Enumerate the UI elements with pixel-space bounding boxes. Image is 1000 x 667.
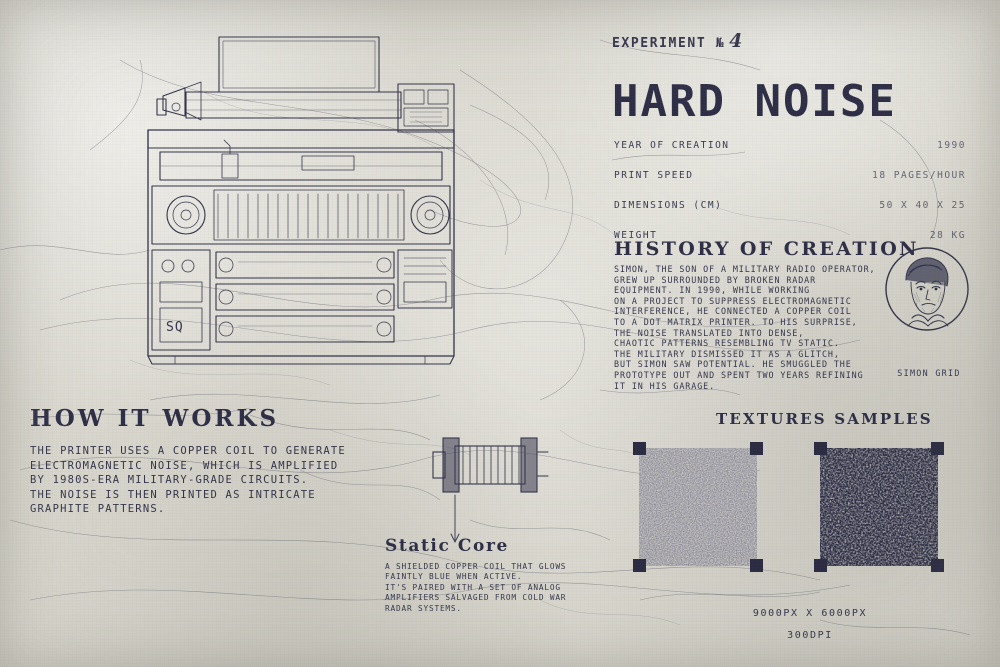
static-core-title: Static Core bbox=[385, 536, 509, 556]
static-core-line: RADAR SYSTEMS. bbox=[385, 603, 462, 613]
portrait-caption: SIMON GRID bbox=[897, 368, 961, 378]
crop-mark-corner bbox=[750, 442, 763, 455]
spec-value: 50 X 40 X 25 bbox=[879, 200, 966, 211]
static-core-line: IT'S PAIRED WITH A SET OF ANALOG bbox=[385, 582, 561, 592]
texture-swatch-light bbox=[639, 448, 757, 566]
spec-row bbox=[614, 170, 966, 181]
static-core-line: FAINTLY BLUE WHEN ACTIVE. bbox=[385, 572, 523, 582]
static-core-body bbox=[385, 562, 615, 614]
texture-resolution-caption: 9000PX X 6000PX bbox=[752, 608, 868, 619]
history-line: PROTOTYPE OUT AND SPENT TWO YEARS REFINING bbox=[614, 369, 864, 380]
experiment-header bbox=[612, 30, 744, 52]
history-line: SIMON, THE SON OF A MILITARY RADIO OPERATOR, bbox=[614, 264, 876, 274]
static-core-line: AMPLIFIERS SALVAGED FROM COLD WAR bbox=[385, 593, 567, 603]
how-it-works-line: GRAPHITE PATTERNS. bbox=[30, 503, 166, 516]
history-line: CHAOTIC PATTERNS RESEMBLING TV STATIC. bbox=[614, 338, 840, 349]
spec-label: YEAR OF CREATION bbox=[614, 140, 730, 151]
crop-mark-corner bbox=[931, 559, 944, 572]
experiment-number: 4 bbox=[729, 30, 744, 52]
svg-text:SQ: SQ bbox=[166, 320, 184, 335]
crop-mark-corner bbox=[633, 442, 646, 455]
crop-mark-corner bbox=[931, 442, 944, 455]
crop-mark-corner bbox=[814, 442, 827, 455]
history-line: BUT SIMON SAW POTENTIAL. HE SMUGGLED THE bbox=[614, 359, 852, 370]
spec-value: 28 KG bbox=[929, 230, 966, 241]
how-it-works-line: THE PRINTER USES A COPPER COIL TO GENERATE bbox=[30, 445, 346, 457]
how-it-works-title: HOW IT WORKS bbox=[30, 405, 280, 432]
history-body bbox=[614, 264, 882, 391]
crop-mark-corner bbox=[814, 559, 827, 572]
crop-mark-corner bbox=[750, 559, 763, 572]
history-line: THE NOISE TRANSLATED INTO DENSE, bbox=[614, 327, 805, 338]
history-line: TO A DOT MATRIX PRINTER. TO HIS SURPRISE, bbox=[614, 316, 858, 327]
how-it-works-line: ELECTROMAGNETIC NOISE, WHICH IS AMPLIFIED bbox=[30, 459, 339, 472]
texture-swatch-dark bbox=[820, 448, 938, 566]
history-line: ON A PROJECT TO SUPPRESS ELECTROMAGNETIC bbox=[614, 295, 852, 306]
static-core-line: A SHIELDED COPPER COIL THAT GLOWS bbox=[385, 562, 567, 571]
spec-value: 18 PAGES/HOUR bbox=[872, 170, 966, 181]
crop-mark-corner bbox=[633, 559, 646, 572]
history-line: IT IN HIS GARAGE. bbox=[614, 380, 716, 391]
texture-dpi-caption: 300DPI bbox=[787, 630, 833, 641]
how-it-works-line: BY 1980S-ERA MILITARY-GRADE CIRCUITS. bbox=[30, 474, 309, 487]
spec-label: PRINT SPEED bbox=[614, 170, 694, 181]
experiment-label: EXPERIMENT № bbox=[612, 36, 726, 51]
history-title: HISTORY OF CREATION bbox=[614, 238, 919, 260]
textures-title: TEXTURES SAMPLES bbox=[716, 410, 933, 428]
page-title: HARD NOISE bbox=[612, 76, 897, 127]
history-line: EQUIPMENT. IN 1990, WHILE WORKING bbox=[614, 285, 811, 296]
spec-label: WEIGHT bbox=[614, 230, 658, 241]
portrait-avatar bbox=[884, 246, 970, 332]
history-line: THE MILITARY DISMISSED IT AS A GLITCH, bbox=[614, 348, 840, 359]
spec-value: 1990 bbox=[937, 140, 966, 151]
spec-row bbox=[614, 140, 966, 151]
how-it-works-line: THE NOISE IS THEN PRINTED AS INTRICATE bbox=[30, 488, 316, 501]
history-line: INTERFERENCE, HE CONNECTED A COPPER COIL bbox=[614, 306, 852, 317]
spec-label: DIMENSIONS (CM) bbox=[614, 200, 723, 211]
how-it-works-body bbox=[30, 444, 390, 517]
history-line: GREW UP SURROUNDED BY BROKEN RADAR bbox=[614, 274, 817, 285]
spec-row bbox=[614, 200, 966, 211]
